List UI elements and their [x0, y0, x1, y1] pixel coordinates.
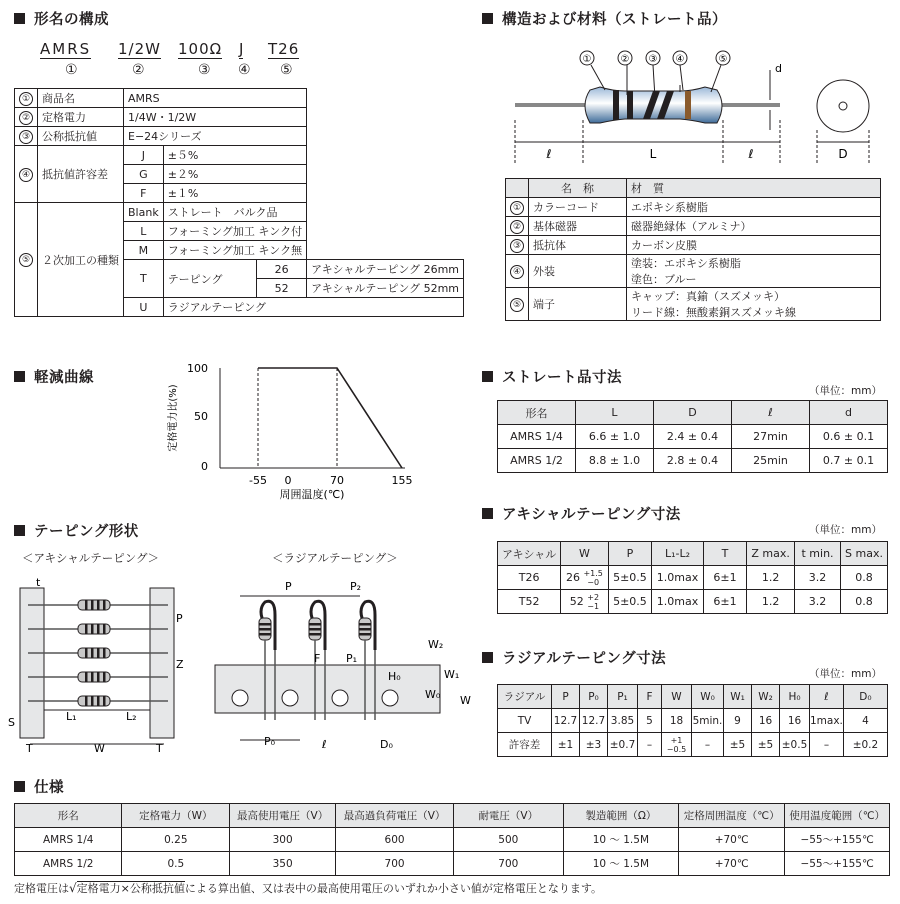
derating-heading: 軽減曲線	[14, 366, 94, 387]
color-band	[91, 696, 94, 706]
color-band	[103, 672, 106, 682]
color-band	[685, 91, 691, 119]
radial-taping-diagram	[210, 570, 480, 760]
sprocket-hole	[332, 690, 348, 706]
label-T-right: T	[156, 742, 163, 755]
color-band	[103, 696, 106, 706]
table-header: 形名 L D ℓ d	[498, 401, 888, 425]
color-band	[103, 624, 106, 634]
label-P2: P₂	[350, 580, 362, 593]
color-band	[97, 648, 100, 658]
naming-table	[14, 88, 464, 317]
dim-l-right: ℓ	[748, 147, 754, 161]
color-band	[97, 672, 100, 682]
label-T-left: T	[26, 742, 33, 755]
table-row: ④ 抵抗値許容差 J ±５%	[15, 146, 464, 165]
y-tick-label: 0	[201, 460, 208, 473]
color-band	[97, 696, 100, 706]
color-band	[359, 628, 371, 631]
color-band	[91, 624, 94, 634]
table-row: ② 定格電力 1/4W・1/2W	[15, 108, 464, 127]
label-Z: Z	[176, 658, 184, 671]
table-row: ④ 外装 塗装：エポキシ系樹脂 塗色：ブルー	[506, 255, 881, 288]
table-row: F ±１%	[15, 184, 464, 203]
table-row: ① カラーコード エポキシ系樹脂	[506, 198, 881, 217]
table-header: アキシャル W P L₁-L₂ T Z max. t min. S max.	[498, 542, 888, 566]
materials-table	[505, 178, 881, 321]
label-W0: W₀	[425, 688, 441, 701]
taping-heading: テーピング形状	[14, 520, 139, 541]
table-header: 名 称 材 質	[506, 179, 881, 198]
table-row: ① 商品名 AMRS	[15, 89, 464, 108]
table-header: ラジアル P P₀ P₁ F W W₀ W₁ W₂ H₀ ℓ D₀	[498, 685, 888, 709]
tape-right	[150, 588, 174, 738]
table-header: 形名 定格電力（W） 最高使用電圧（V） 最高過負荷電圧（V） 耐電圧（V） 製造範囲（Ω） 定格周囲温度（℃） 使用温度範囲（℃）	[15, 804, 890, 828]
table-row: L フォーミング加工 キンク付	[15, 222, 464, 241]
dim-L: L	[649, 147, 657, 161]
table-row: T テーピング 26 アキシャルテーピング 26mm	[15, 260, 464, 279]
color-band	[259, 628, 271, 631]
table-row: ⑤ 端子 キャップ：真鍮（スズメッキ） リード線：無酸素銅スズメッキ線	[506, 288, 881, 321]
chart-ylabel: 定格電力比(%)	[168, 384, 179, 452]
code-part: J	[239, 40, 244, 58]
code-part: AMRS	[40, 40, 92, 58]
color-band	[259, 623, 271, 626]
color-band	[85, 696, 88, 706]
svg-text:②: ②	[620, 54, 630, 65]
unit-label: （単位：mm）	[809, 668, 882, 680]
axial-taping-title: ＜アキシャルテーピング＞	[22, 551, 159, 565]
code-marker: ③	[198, 62, 211, 78]
table-row: 52 アキシャルテーピング 52mm	[15, 279, 464, 298]
table-row: T26 26 +1.5 −0 5±0.5 1.0max 6±1 1.2 3.2 0.8	[498, 566, 888, 590]
label-P: P	[176, 612, 183, 625]
axial-taping-diagram	[8, 570, 213, 760]
table-row: ② 基体磁器 磁器絶縁体（アルミナ）	[506, 217, 881, 236]
table-row: G ±２%	[15, 165, 464, 184]
straight-dims-heading: ストレート品寸法	[482, 366, 622, 387]
spec-table	[14, 803, 890, 876]
spec-heading: 仕様	[14, 776, 64, 797]
color-band	[309, 628, 321, 631]
color-band	[359, 623, 371, 626]
color-band	[103, 600, 106, 610]
sqrt-icon: √	[69, 881, 77, 895]
radial-dims-table	[497, 684, 888, 757]
color-band	[613, 90, 619, 120]
label-F: F	[314, 652, 321, 665]
color-band	[309, 623, 321, 626]
straight-dims-table	[497, 400, 888, 473]
x-tick-label: 155	[391, 474, 413, 487]
y-tick-label: 100	[187, 362, 208, 375]
color-band	[309, 633, 321, 636]
code-marker: ④	[238, 62, 251, 78]
color-band	[85, 624, 88, 634]
label-l: ℓ	[322, 738, 327, 751]
spec-footnote: 定格電圧は√定格電力×公称抵抗値による算出値、又は表中の最高使用電圧のいずれか小さい値が定格電圧となります。	[14, 881, 602, 895]
code-part: T26	[268, 40, 300, 58]
dim-d: d	[775, 62, 782, 75]
table-row: AMRS 1/4 0.25 300 600 500 10 〜 1.5M +70℃ −55〜+155℃	[15, 828, 890, 852]
color-band	[103, 648, 106, 658]
sprocket-hole	[232, 690, 248, 706]
table-row: AMRS 1/4 6.6 ± 1.0 2.4 ± 0.4 27min 0.6 ± 0.1	[498, 425, 888, 449]
x-tick-label: 70	[330, 474, 344, 487]
svg-text:⑤: ⑤	[718, 54, 728, 65]
label-t: t	[36, 576, 41, 589]
label-L1: L₁	[66, 710, 77, 723]
color-band	[359, 633, 371, 636]
dim-l-left: ℓ	[546, 147, 552, 161]
dim-D: D	[838, 147, 848, 161]
naming-heading: 形名の構成	[14, 8, 109, 29]
radial-dims-heading: ラジアルテーピング寸法	[482, 647, 666, 668]
axial-dims-heading: アキシャルテーピング寸法	[482, 503, 681, 524]
code-marker: ②	[132, 62, 145, 78]
unit-label: （単位：mm）	[809, 385, 882, 397]
resistor-structure-diagram	[495, 40, 895, 170]
model-code	[40, 40, 320, 82]
derating-curve	[258, 368, 402, 468]
svg-text:④: ④	[675, 54, 685, 65]
label-W2: W₂	[428, 638, 444, 651]
radial-taping-title: ＜ラジアルテーピング＞	[272, 551, 398, 565]
label-P: P	[285, 580, 292, 593]
color-band	[85, 600, 88, 610]
table-row: ③ 抵抗体 カーボン皮膜	[506, 236, 881, 255]
color-band	[97, 600, 100, 610]
unit-label: （単位：mm）	[809, 524, 882, 536]
label-P0: P₀	[264, 735, 276, 748]
tape-left	[20, 588, 44, 738]
color-band	[97, 624, 100, 634]
svg-text:③: ③	[648, 54, 658, 65]
color-band	[91, 648, 94, 658]
label-D0: D₀	[380, 738, 393, 751]
color-band	[85, 672, 88, 682]
sprocket-hole	[282, 690, 298, 706]
color-band	[627, 91, 633, 119]
color-band	[91, 672, 94, 682]
color-band	[259, 633, 271, 636]
table-row: AMRS 1/2 0.5 350 700 700 10 〜 1.5M +70℃ −55〜+155℃	[15, 852, 890, 876]
label-S: S	[8, 716, 15, 729]
table-row: ③ 公称抵抗値 E−24シリーズ	[15, 127, 464, 146]
structure-heading: 構造および材料（ストレート品）	[482, 8, 727, 29]
color-band	[85, 648, 88, 658]
radial-tape	[215, 665, 440, 713]
table-row: 許容差 ±1 ±3 ±0.7 – +1 −0.5 – ±5 ±5 ±0.5 – ±0.2	[498, 733, 888, 757]
table-row: U ラジアルテーピング	[15, 298, 464, 317]
label-H0: H₀	[388, 670, 401, 683]
sprocket-hole	[382, 690, 398, 706]
code-marker: ⑤	[280, 62, 293, 78]
svg-text:①: ①	[582, 54, 592, 65]
y-tick-label: 50	[194, 410, 208, 423]
color-band	[91, 600, 94, 610]
table-row: M フォーミング加工 キンク無	[15, 241, 464, 260]
code-part: 1/2W	[118, 40, 161, 58]
code-part: 100Ω	[178, 40, 223, 58]
derating-chart	[160, 358, 430, 508]
axial-dims-table	[497, 541, 888, 614]
label-W: W	[460, 694, 471, 707]
table-row: ⑤ ２次加工の種類 Blank ストレート バルク品	[15, 203, 464, 222]
x-tick-label: -55	[249, 474, 267, 487]
label-P1: P₁	[346, 652, 358, 665]
code-marker: ①	[65, 62, 78, 78]
label-L2: L₂	[126, 710, 137, 723]
table-row: T52 52 +2 −1 5±0.5 1.0max 6±1 1.2 3.2 0.8	[498, 590, 888, 614]
label-W1: W₁	[444, 668, 460, 681]
x-tick-label: 0	[284, 474, 292, 487]
table-row: TV 12.7 12.7 3.85 5 18 5min. 9 16 16 1max. 4	[498, 709, 888, 733]
label-W: W	[94, 742, 105, 755]
table-row: AMRS 1/2 8.8 ± 1.0 2.8 ± 0.4 25min 0.7 ± 0.1	[498, 449, 888, 473]
chart-xlabel: 周囲温度(℃)	[279, 488, 345, 501]
